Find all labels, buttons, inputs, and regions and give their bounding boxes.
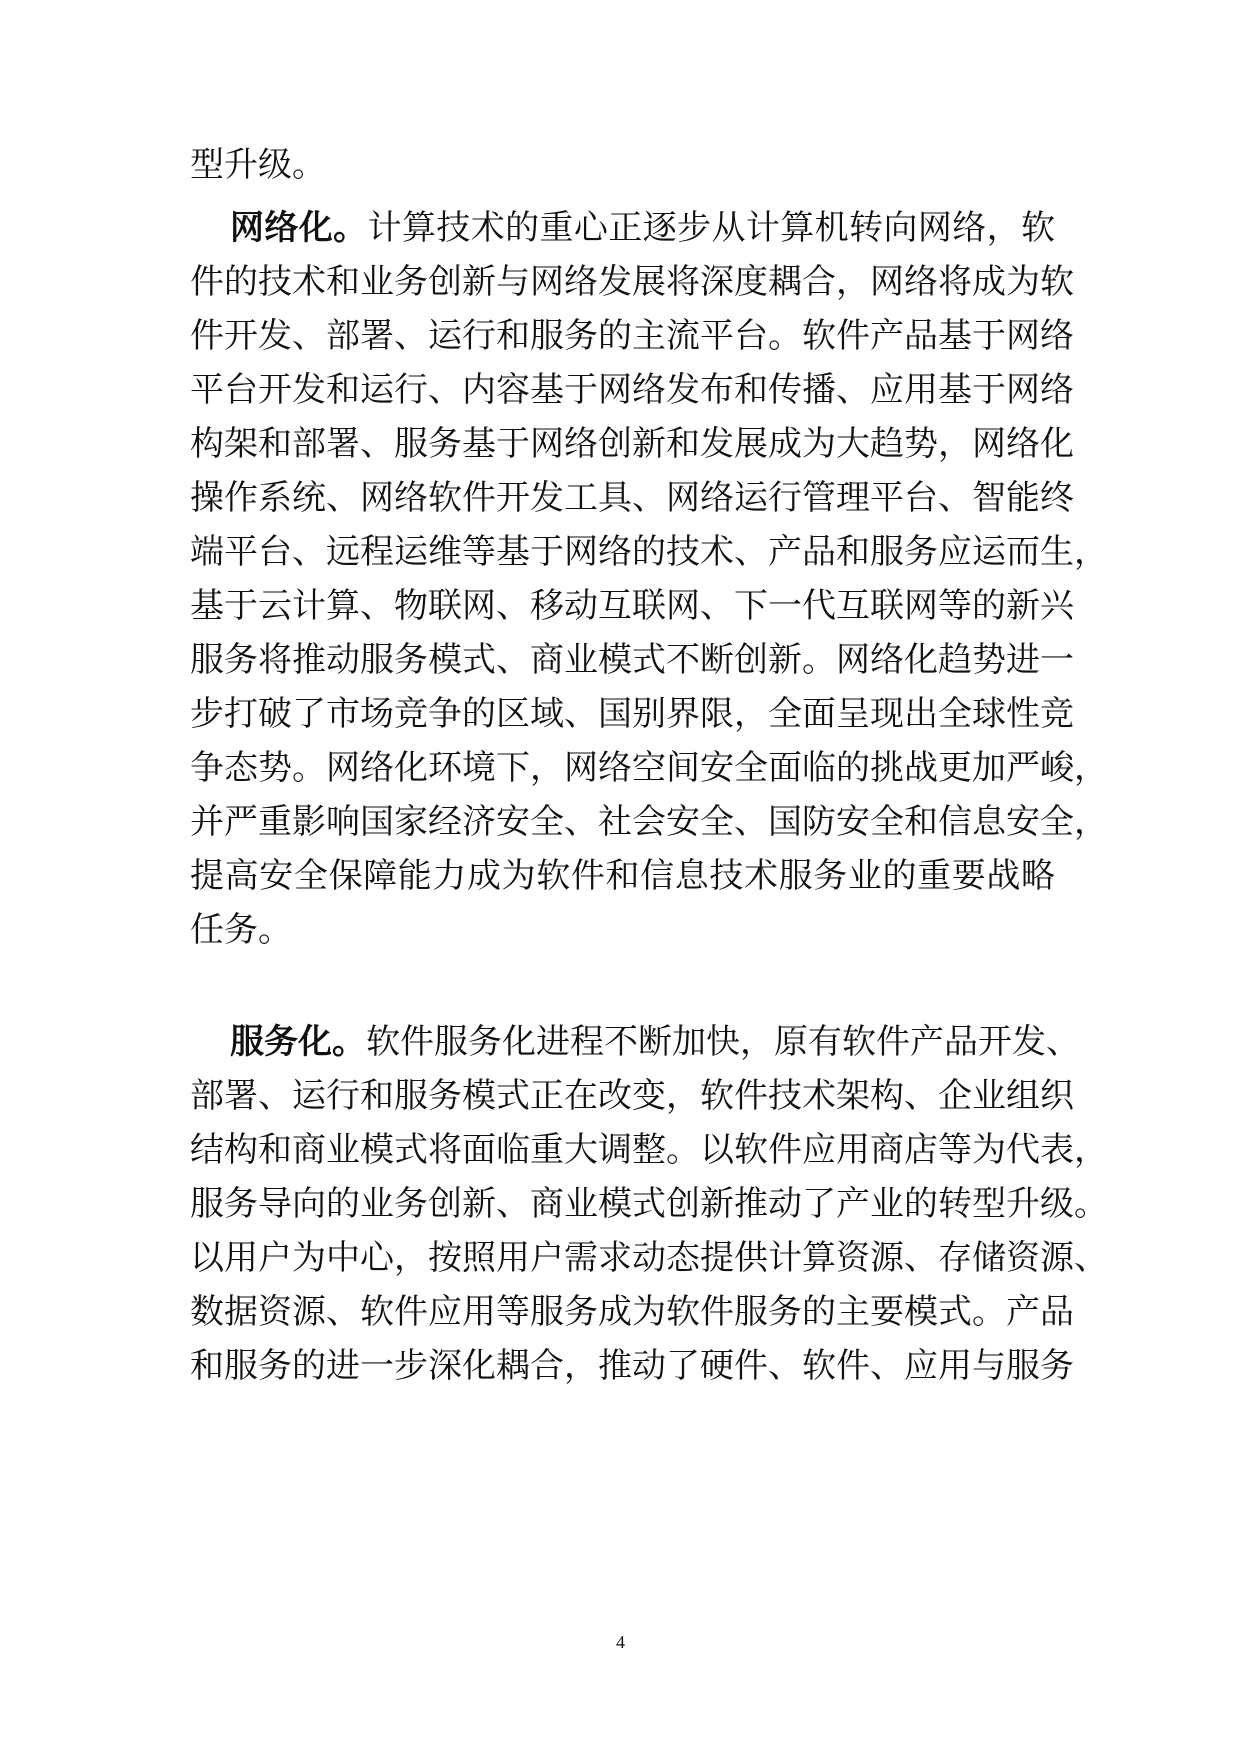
- paragraph-line: 结构和商业模式将面临重大调整。以软件应用商店等为代表，: [190, 1130, 1108, 1170]
- paragraph-line: 件的技术和业务创新与网络发展将深度耦合，网络将成为软: [190, 262, 1074, 302]
- paragraph-line: 件开发、部署、运行和服务的主流平台。软件产品基于网络: [190, 316, 1074, 356]
- page-number: 4: [616, 1632, 625, 1652]
- paragraph-line: 以用户为中心，按照用户需求动态提供计算资源、存储资源、: [190, 1238, 1108, 1278]
- paragraph-line: 提高安全保障能力成为软件和信息技术服务业的重要战略: [190, 856, 1055, 896]
- paragraph-line: 并严重影响国家经济安全、社会安全、国防安全和信息安全，: [190, 802, 1108, 842]
- paragraph-line: 服务将推动服务模式、商业模式不断创新。网络化趋势进一: [190, 640, 1074, 680]
- paragraph-line: 构架和部署、服务基于网络创新和发展成为大趋势，网络化: [190, 424, 1074, 464]
- paragraph-line: 平台开发和运行、内容基于网络发布和传播、应用基于网络: [190, 370, 1074, 410]
- paragraph-line: 部署、运行和服务模式正在改变，软件技术架构、企业组织: [190, 1076, 1074, 1116]
- paragraph-heading: 网络化。: [230, 208, 368, 248]
- paragraph-line: 服务化。软件服务化进程不断加快，原有软件产品开发、: [230, 1022, 1080, 1062]
- paragraph-heading: 服务化。: [230, 1022, 366, 1062]
- paragraph-line: 步打破了市场竞争的区域、国别界限，全面呈现出全球性竞: [190, 694, 1074, 734]
- paragraph-line: 和服务的进一步深化耦合，推动了硬件、软件、应用与服务: [190, 1346, 1074, 1386]
- paragraph-line: 网络化。计算技术的重心正逐步从计算机转向网络，软: [230, 208, 1056, 248]
- paragraph-line: 操作系统、网络软件开发工具、网络运行管理平台、智能终: [190, 478, 1074, 518]
- paragraph-line: 基于云计算、物联网、移动互联网、下一代互联网等的新兴: [190, 586, 1074, 626]
- paragraph-line: 服务导向的业务创新、商业模式创新推动了产业的转型升级。: [190, 1184, 1108, 1224]
- paragraph-line: 任务。: [190, 910, 292, 950]
- paragraph-line: 争态势。网络化环境下，网络空间安全面临的挑战更加严峻，: [190, 748, 1108, 788]
- intro-tail-line: [190, 145, 1055, 185]
- intro-tail-text: 型升级。: [190, 145, 326, 185]
- paragraph-line: 数据资源、软件应用等服务成为软件服务的主要模式。产品: [190, 1292, 1074, 1332]
- paragraph-line: 端平台、远程运维等基于网络的技术、产品和服务应运而生，: [190, 532, 1108, 572]
